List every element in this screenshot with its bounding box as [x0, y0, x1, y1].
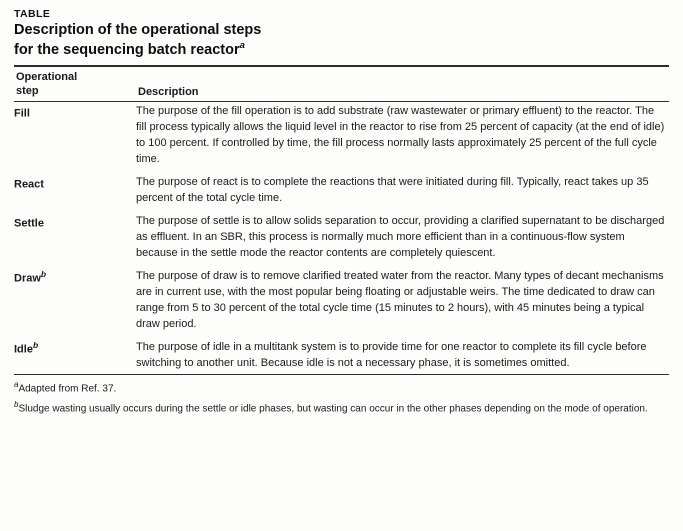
- row-step-label: [12, 340, 136, 372]
- title-line-2: for the sequencing batch reactor: [14, 41, 240, 58]
- row-step-label: [12, 269, 136, 333]
- footnote-text: Adapted from Ref. 37.: [18, 383, 117, 395]
- row-description: The purpose of settle is to allow solids separation to occur, providing a clarified supernatant to be discharged as effluent. In an SBR, this process is normally much more efficient than in a continuous-flow system because in the settle mode the reactor contents are completely quiescent.: [136, 215, 665, 259]
- table-row: [12, 214, 671, 262]
- row-step-text: Draw: [14, 272, 41, 285]
- row-step-text: Settle: [14, 217, 44, 230]
- footnotes-block: [12, 375, 671, 416]
- row-step-label: [12, 104, 136, 168]
- footnote-marker: b: [14, 400, 19, 409]
- row-description: The purpose of idle in a multitank system is to provide time for one reactor to complete its fill cycle before switching to another unit. Because idle is not a necessary phase, it is sometimes omitted.: [136, 340, 647, 369]
- row-step-footnote-marker: b: [40, 268, 47, 279]
- row-description: The purpose of draw is to remove clarified treated water from the reactor. Many types of decant mechanisms are in current use, with the most popular being floating or adjustable weirs. The time dedicated to draw can range from 5 to 30 percent of the total cycle time (15 minutes to 2 hours), with 45 minutes being a typical draw period.: [136, 269, 664, 330]
- row-step-text: Idle: [14, 343, 33, 356]
- column-header-step-line-2: step: [16, 84, 39, 97]
- table-row: [12, 104, 671, 168]
- table-caption-block: [12, 8, 671, 59]
- row-step-text: Fill: [14, 108, 30, 121]
- footnote-text: Sludge wasting usually occurs during the settle or idle phases, but wasting can occur in the other phases depending on the mode of operation.: [18, 403, 648, 415]
- footnote: [14, 379, 669, 397]
- column-header-step-line-1: Operational: [16, 70, 78, 83]
- row-step-footnote-marker: b: [32, 339, 39, 350]
- table-row: [12, 175, 671, 207]
- title-line-1: Description of the operational steps: [14, 22, 262, 38]
- row-description: The purpose of the fill operation is to add substrate (raw wastewater or primary effluent) to the reactor. The fill process typically allows the liquid level in the reactor to rise from 25 percent of capacity (at the end of idle) to 100 percent. If controlled by time, the fill process normally lasts approximately 25 percent of the full cycle time.: [136, 105, 665, 166]
- title-footnote-marker: a: [239, 39, 245, 51]
- table-body: [12, 102, 671, 371]
- table-row: [12, 340, 671, 372]
- table-row: [12, 269, 671, 333]
- row-step-text: React: [14, 178, 44, 191]
- footnote: [14, 399, 669, 417]
- column-header-description: Description: [138, 86, 199, 99]
- column-header-step: [14, 71, 138, 99]
- footnote-marker: a: [14, 380, 19, 390]
- row-description: The purpose of react is to complete the reactions that were initiated during fill. Typically, react takes up 35 percent of the total cycle time.: [136, 176, 649, 205]
- table-label: [14, 8, 671, 20]
- table-header-row: [12, 67, 671, 102]
- page-title: [14, 21, 671, 59]
- row-step-label: [12, 214, 136, 262]
- row-step-label: [12, 175, 136, 207]
- table-label-text: TABLE: [14, 8, 51, 20]
